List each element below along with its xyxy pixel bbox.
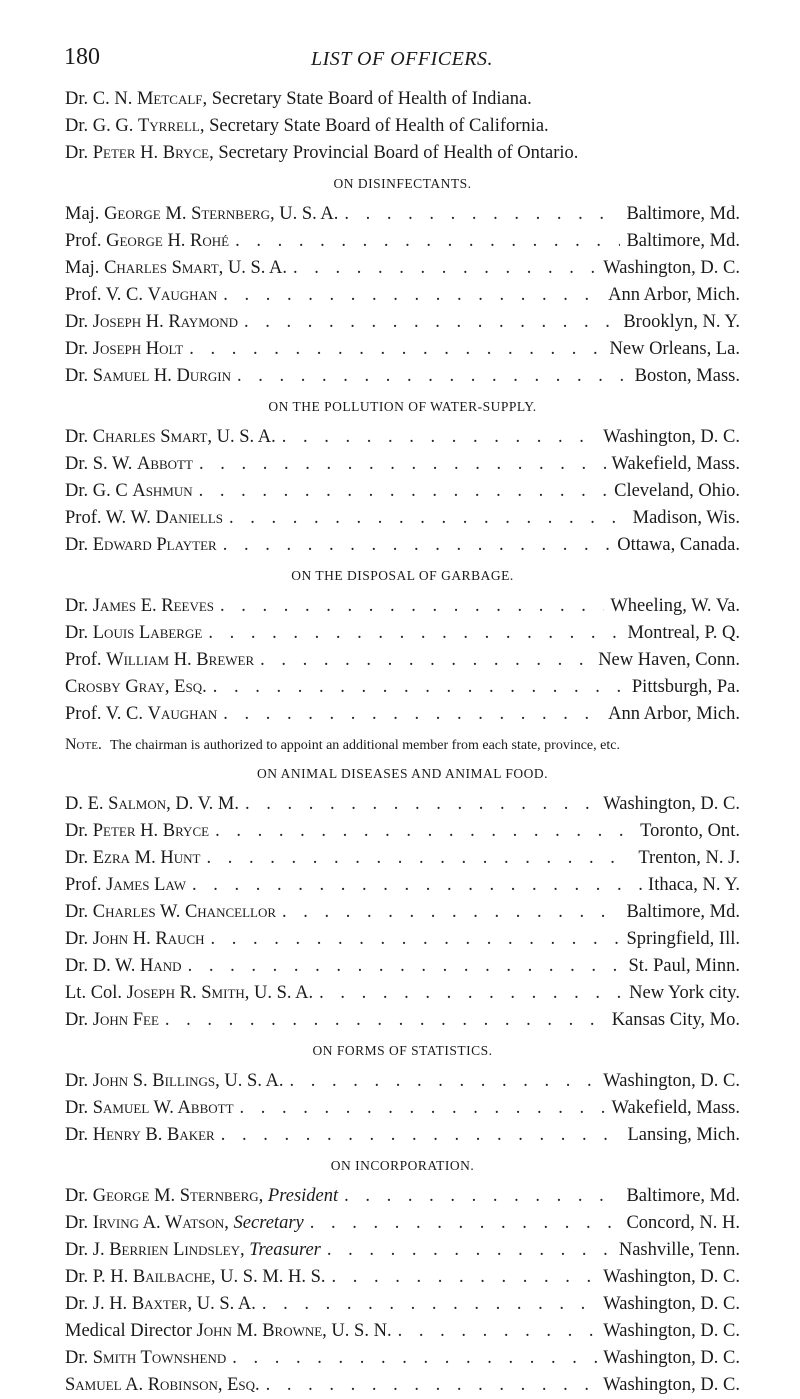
title-prefix: Prof. V. C. [65, 704, 148, 724]
note-text: The chairman is authorized to appoint an additional member from each state, province, etc. [109, 738, 620, 753]
section-title: ON THE POLLUTION OF WATER-SUPPLY. [268, 399, 537, 414]
member-location: Ithaca, N. Y. [648, 875, 740, 895]
member-location: Toronto, Ont. [640, 821, 740, 841]
member-name: Tyrrell [137, 116, 200, 136]
member-name-cell [65, 1122, 215, 1149]
member-name: John H. Rauch [92, 929, 205, 949]
dot-leader [262, 1291, 597, 1318]
dot-leader [290, 1068, 598, 1095]
title-prefix: Dr. [65, 1186, 93, 1206]
member-location: Wheeling, W. Va. [610, 596, 740, 616]
member-name: Charles W. Chancellor [92, 902, 277, 922]
title-prefix: Dr. [65, 427, 93, 447]
title-prefix: Dr. P. H. [65, 1267, 133, 1287]
member-entry [65, 1372, 740, 1399]
member-entry [65, 1210, 740, 1237]
member-name: Vaughan [147, 285, 218, 305]
dot-leader [220, 593, 604, 620]
title-prefix: Dr. [65, 596, 93, 616]
member-location: New Orleans, La. [609, 339, 740, 359]
dot-leader [344, 1183, 620, 1210]
dot-leader [332, 1264, 598, 1291]
member-name-cell [65, 1291, 256, 1318]
title-prefix: Dr. [65, 535, 93, 555]
title-prefix: D. E. [65, 794, 109, 814]
member-name: George H. Rohé [106, 231, 230, 251]
title-prefix: Prof. [65, 231, 107, 251]
page-number: 180 [64, 44, 100, 70]
member-entry [65, 1291, 740, 1318]
member-location: Montreal, P. Q. [627, 623, 740, 643]
member-entry [65, 201, 740, 228]
member-entry [65, 478, 740, 505]
member-name-cell [65, 593, 214, 620]
member-name-cell [65, 1183, 338, 1210]
dot-leader [398, 1318, 598, 1345]
dot-leader [192, 872, 642, 899]
member-entry [65, 953, 740, 980]
member-name: Ashmun [132, 481, 193, 501]
member-location: Washington, D. C. [603, 794, 740, 814]
member-entry [65, 926, 740, 953]
member-name: Charles Smart, U. S. A. [104, 258, 288, 278]
title-prefix: Prof. [65, 875, 107, 895]
member-name: Daniells [155, 508, 223, 528]
member-name-cell [65, 1372, 260, 1399]
member-location: Cleveland, Ohio. [614, 481, 740, 501]
officers-list [65, 86, 740, 1399]
member-name: Peter H. Bryce [92, 821, 210, 841]
title-prefix: Dr. [65, 312, 93, 332]
member-location: Brooklyn, N. Y. [623, 312, 740, 332]
member-role: Treasurer [249, 1240, 321, 1260]
title-prefix: Dr. [65, 1010, 93, 1030]
member-name-cell [65, 451, 193, 478]
title-prefix: Dr. D. W. [65, 956, 141, 976]
title-prefix: Dr. G. G. [65, 116, 138, 136]
member-name-cell [65, 282, 217, 309]
member-location: Washington, D. C. [603, 1071, 740, 1091]
member-location: Washington, D. C. [603, 1294, 740, 1314]
member-location: Washington, D. C. [603, 427, 740, 447]
member-entry [65, 980, 740, 1007]
running-title: LIST OF OFFICERS. [310, 48, 493, 70]
title-prefix: Dr. [65, 902, 93, 922]
title-prefix: Dr. [65, 623, 93, 643]
dot-leader [165, 1007, 606, 1034]
title-prefix: Dr. [65, 1213, 93, 1233]
intro-line [65, 140, 740, 167]
member-name-cell [65, 424, 276, 451]
note-label: Note. [65, 736, 102, 753]
member-name: Charles Smart, U. S. A. [92, 427, 276, 447]
member-location: St. Paul, Minn. [628, 956, 740, 976]
member-name: Abbott [136, 454, 193, 474]
member-name: Samuel A. Robinson, Esq. [65, 1375, 260, 1395]
member-name-cell [65, 478, 193, 505]
dot-leader [221, 1122, 622, 1149]
member-name-cell [65, 1095, 234, 1122]
member-name: Berrien Lindsley, [109, 1240, 245, 1260]
member-name: William H. Brewer [106, 650, 255, 670]
member-location: Baltimore, Md. [626, 1186, 740, 1206]
member-name: Samuel W. Abbott [92, 1098, 234, 1118]
dot-leader [310, 1210, 621, 1237]
member-entry [65, 282, 740, 309]
member-name-cell [65, 309, 238, 336]
member-location: Ann Arbor, Mich. [608, 704, 740, 724]
member-name: James E. Reeves [92, 596, 215, 616]
member-location: Baltimore, Md. [626, 231, 740, 251]
member-location: Baltimore, Md. [626, 204, 740, 224]
dot-leader [235, 228, 620, 255]
member-location: Wakefield, Mass. [611, 454, 740, 474]
dot-leader [199, 478, 608, 505]
member-name: Bailbache, U. S. M. H. S. [132, 1267, 326, 1287]
member-name-cell [65, 647, 254, 674]
member-location: Washington, D. C. [603, 1348, 740, 1368]
dot-leader [240, 1095, 606, 1122]
dot-leader [215, 818, 634, 845]
member-entry [65, 363, 740, 390]
dot-leader [237, 363, 629, 390]
dot-leader [223, 282, 602, 309]
member-name-cell [65, 1237, 321, 1264]
member-name-cell [65, 674, 207, 701]
member-name-cell [65, 532, 217, 559]
title-prefix: Dr. [65, 1071, 93, 1091]
member-name: Joseph H. Raymond [92, 312, 239, 332]
member-location: Springfield, Ill. [626, 929, 740, 949]
member-entry [65, 255, 740, 282]
member-entry [65, 1095, 740, 1122]
member-entry [65, 1068, 740, 1095]
dot-leader [188, 953, 623, 980]
dot-leader [282, 424, 598, 451]
member-name: John M. Browne, U. S. N. [196, 1321, 392, 1341]
member-name-cell [65, 505, 223, 532]
dot-leader [266, 1372, 598, 1399]
member-name: James Law [106, 875, 186, 895]
member-entry [65, 701, 740, 728]
title-prefix: Maj. [65, 204, 105, 224]
dot-leader [293, 255, 597, 282]
member-entry [65, 532, 740, 559]
dot-leader [199, 451, 606, 478]
member-name-cell [65, 255, 287, 282]
member-entry [65, 1183, 740, 1210]
member-name-cell [65, 336, 183, 363]
title-prefix: Prof. [65, 650, 107, 670]
member-location: Pittsburgh, Pa. [631, 677, 740, 697]
dot-leader [260, 647, 592, 674]
dot-leader [319, 980, 623, 1007]
member-name-cell [65, 620, 202, 647]
member-entry [65, 505, 740, 532]
dot-leader [244, 309, 617, 336]
dot-leader [223, 701, 602, 728]
member-name-cell [65, 1007, 159, 1034]
member-location: Boston, Mass. [634, 366, 740, 386]
member-name: John S. Billings, U. S. A. [92, 1071, 284, 1091]
member-position: , Secretary State Board of Health of Indiana. [202, 89, 532, 109]
member-location: New Haven, Conn. [598, 650, 740, 670]
member-position: , Secretary State Board of Health of California. [199, 116, 549, 136]
member-name-cell [65, 926, 205, 953]
member-name-cell [65, 701, 217, 728]
title-prefix: Dr. J. H. [65, 1294, 132, 1314]
member-name-cell [65, 228, 229, 255]
member-name-cell [65, 1318, 392, 1345]
dot-leader [229, 505, 627, 532]
title-prefix: Dr. [65, 1125, 93, 1145]
member-entry [65, 451, 740, 478]
dot-leader [208, 620, 621, 647]
member-name: Joseph R. Smith, U. S. A. [126, 983, 314, 1003]
member-name-cell [65, 899, 276, 926]
member-name: Edward Playter [92, 535, 217, 555]
member-entry [65, 872, 740, 899]
section-title: ON INCORPORATION. [330, 1158, 475, 1173]
member-name-cell [65, 1068, 284, 1095]
member-position: , Secretary Provincial Board of Health of Ontario. [209, 143, 579, 163]
member-entry [65, 228, 740, 255]
member-name: Metcalf [136, 89, 203, 109]
title-prefix: Dr. [65, 1098, 93, 1118]
member-name-cell [65, 980, 313, 1007]
member-entry [65, 1264, 740, 1291]
member-entry [65, 899, 740, 926]
title-prefix: Medical Director [65, 1321, 197, 1341]
member-location: Concord, N. H. [626, 1213, 740, 1233]
intro-line [65, 86, 740, 113]
member-entry [65, 1345, 740, 1372]
member-entry [65, 674, 740, 701]
member-location: Ann Arbor, Mich. [608, 285, 740, 305]
dot-leader [344, 201, 620, 228]
title-prefix: Prof. V. C. [65, 285, 148, 305]
member-name: Salmon, D. V. M. [108, 794, 239, 814]
section-note [65, 734, 740, 757]
member-entry [65, 818, 740, 845]
member-name: Peter H. Bryce [92, 143, 210, 163]
member-name-cell [65, 201, 338, 228]
member-name: John Fee [92, 1010, 159, 1030]
dot-leader [327, 1237, 613, 1264]
section-title: ON ANIMAL DISEASES AND ANIMAL FOOD. [256, 766, 548, 781]
title-prefix: Dr. [65, 821, 93, 841]
title-prefix: Prof. W. W. [65, 508, 156, 528]
member-entry [65, 424, 740, 451]
member-location: Washington, D. C. [603, 1267, 740, 1287]
dot-leader [206, 845, 632, 872]
member-name: George M. Sternberg, [92, 1186, 264, 1206]
member-location: Ottawa, Canada. [617, 535, 740, 555]
title-prefix: Maj. [65, 258, 105, 278]
dot-leader [213, 674, 626, 701]
member-name: Smith Townshend [92, 1348, 227, 1368]
title-prefix: Dr. [65, 929, 93, 949]
member-name: Vaughan [147, 704, 218, 724]
section-title: ON THE DISPOSAL OF GARBAGE. [291, 568, 514, 583]
member-entry [65, 1318, 740, 1345]
member-location: New York city. [629, 983, 740, 1003]
title-prefix: Dr. [65, 339, 93, 359]
member-name-cell [65, 1264, 326, 1291]
member-location: Madison, Wis. [632, 508, 740, 528]
dot-leader [282, 899, 620, 926]
member-name-cell [65, 872, 186, 899]
dot-leader [223, 532, 612, 559]
title-prefix: Dr. [65, 848, 93, 868]
member-location: Washington, D. C. [603, 258, 740, 278]
member-location: Washington, D. C. [603, 1375, 740, 1395]
member-entry [65, 791, 740, 818]
member-name-cell [65, 1210, 304, 1237]
member-location: Kansas City, Mo. [611, 1010, 740, 1030]
dot-leader [232, 1345, 597, 1372]
dot-leader [211, 926, 621, 953]
member-name: Joseph Holt [92, 339, 184, 359]
member-location: Nashville, Tenn. [618, 1240, 740, 1260]
page-header [64, 44, 740, 80]
member-entry [65, 647, 740, 674]
member-name: Crosby Gray, Esq. [65, 677, 207, 697]
title-prefix: Dr. G. C [65, 481, 133, 501]
dot-leader [245, 791, 597, 818]
member-name: Henry B. Baker [92, 1125, 215, 1145]
section-title: ON FORMS OF STATISTICS. [312, 1043, 493, 1058]
member-entry [65, 1122, 740, 1149]
member-location: Lansing, Mich. [627, 1125, 740, 1145]
member-name: Irving A. Watson, [92, 1213, 229, 1233]
member-name-cell [65, 363, 231, 390]
member-entry [65, 336, 740, 363]
member-name: Ezra M. Hunt [92, 848, 201, 868]
dot-leader [189, 336, 603, 363]
member-name: Hand [140, 956, 182, 976]
member-role: Secretary [233, 1213, 304, 1233]
title-prefix: Dr. [65, 143, 93, 163]
member-entry [65, 620, 740, 647]
member-location: Washington, D. C. [603, 1321, 740, 1341]
title-prefix: Dr. C. N. [65, 89, 137, 109]
member-name: Samuel H. Durgin [92, 366, 232, 386]
title-prefix: Dr. S. W. [65, 454, 137, 474]
title-prefix: Lt. Col. [65, 983, 127, 1003]
member-entry [65, 845, 740, 872]
section-title: ON DISINFECTANTS. [333, 176, 472, 191]
title-prefix: Dr. [65, 1348, 93, 1368]
member-entry [65, 1237, 740, 1264]
member-name-cell [65, 845, 200, 872]
member-entry [65, 593, 740, 620]
member-entry [65, 1007, 740, 1034]
title-prefix: Dr. [65, 366, 93, 386]
title-prefix: Dr. J. [65, 1240, 110, 1260]
member-name-cell [65, 953, 182, 980]
member-role: President [267, 1186, 339, 1206]
member-name-cell [65, 818, 209, 845]
member-location: Trenton, N. J. [638, 848, 740, 868]
member-name-cell [65, 1345, 226, 1372]
member-location: Wakefield, Mass. [611, 1098, 740, 1118]
member-entry [65, 309, 740, 336]
member-location: Baltimore, Md. [626, 902, 740, 922]
member-name-cell [65, 791, 239, 818]
intro-line [65, 113, 740, 140]
member-name: Baxter, U. S. A. [131, 1294, 256, 1314]
member-name: George M. Sternberg, U. S. A. [104, 204, 339, 224]
member-name: Louis Laberge [92, 623, 203, 643]
